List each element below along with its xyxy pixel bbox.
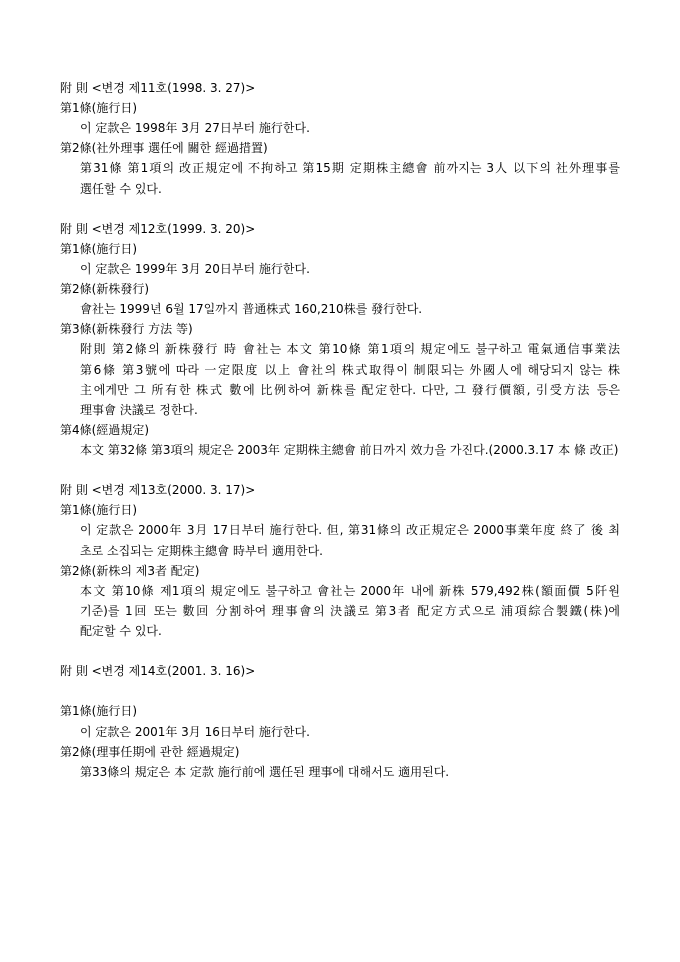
article-text-line: 이 定款은 2000年 3月 17日부터 施行한다. 但, 第31條의 改正規定은 2000事業年度 終了 後 최 [80,523,620,538]
article-text-line: 이 定款은 2001年 3月 16日부터 施行한다. [80,724,310,739]
article-title: 第1條(施行日) [60,101,137,116]
section-spacer [60,681,620,701]
article-text-line: 이 定款은 1998年 3月 27日부터 施行한다. [80,121,310,136]
article-title: 第2條(新株의 제3者 配定) [60,563,200,578]
article-text-line: 本文 第10條 제1項의 規定에도 불구하고 會社는 2000年 내에 新株 579,492株(額面價 5阡원 [80,583,620,598]
article-text-line: 이 定款은 1999年 3月 20日부터 施行한다. [80,261,310,276]
article-text-line: 會社는 1999년 6월 17일까지 普通株式 160,210株를 發行한다. [80,302,423,317]
article-title: 第3條(新株發行 方法 等) [60,322,193,337]
article-title: 第1條(施行日) [60,503,137,518]
section-spacer [60,460,620,480]
article-text-line: 第6條 第3號에 따라 一定限度 以上 會社의 株式取得이 制限되는 外國人에 해당되지 않는 株 [80,362,620,377]
article-text-line: 配定할 수 있다. [80,623,162,638]
section-spacer [60,199,620,219]
article-title: 第1條(施行日) [60,241,137,256]
article-title: 第2條(理事任期에 관한 經過規定) [60,744,240,759]
section-heading: 附 則 <변경 제14호(2001. 3. 16)> [60,664,256,679]
article-text-line: 理事會 決議로 정한다. [80,402,198,417]
article-text-line: 초로 소집되는 定期株主總會 時부터 適用한다. [80,543,323,558]
article-text-line: 選任할 수 있다. [80,181,162,196]
article-title: 第2條(社外理事 選任에 關한 經過措置) [60,141,268,156]
article-title: 第2條(新株發行) [60,282,149,297]
article-text-line: 附則 第2條의 新株發行 時 會社는 本文 第10條 第1項의 規定에도 불구하고 電氣通信事業法 [80,342,620,357]
section-heading: 附 則 <변경 제13호(2000. 3. 17)> [60,483,256,498]
article-text-line: 第31條 第1項의 改正規定에 不拘하고 第15期 定期株主總會 前까지는 3人 以下의 社外理事를 [80,161,620,176]
section-heading: 附 則 <변경 제11호(1998. 3. 27)> [60,81,256,95]
article-title: 第1條(施行日) [60,704,137,719]
article-text-line: 主에게만 그 所有한 株式 數에 比例하여 新株를 配定한다. 다만, 그 發行價額, 引受方法 등은 [80,382,620,397]
article-text-line: 第33條의 規定은 本 定款 施行前에 選任된 理事에 대해서도 適用된다. [80,764,450,779]
article-text-line: 本文 第32條 第3項의 規定은 2003年 定期株主總會 前日까지 效力을 가진다.(2000.3.17 本 條 改正) [80,442,619,457]
section-heading: 附 則 <변경 제12호(1999. 3. 20)> [60,221,256,236]
section-spacer [60,641,620,661]
article-title: 第4條(經過規定) [60,422,149,437]
article-text-line: 기준)를 1回 또는 數回 分割하여 理事會의 決議로 第3者 配定方式으로 浦項綜合製鐵(株)에 [80,603,620,618]
document-page [60,78,620,782]
